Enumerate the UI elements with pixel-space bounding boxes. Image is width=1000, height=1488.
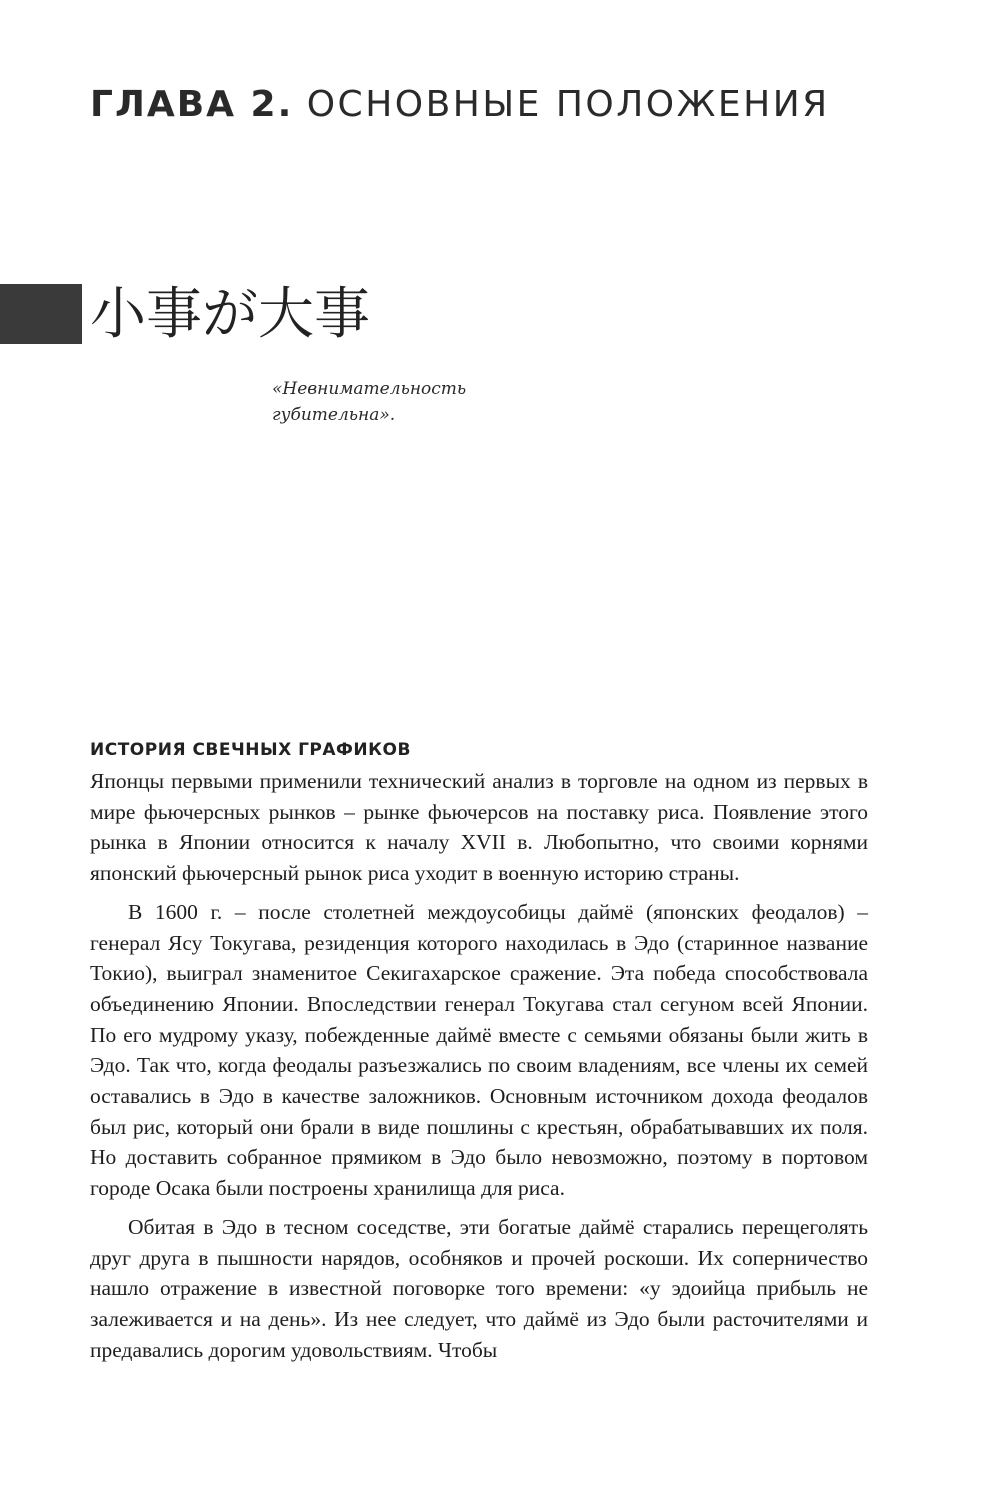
paragraph: В 1600 г. – после столетней междоусобицы даймё (японских феодалов) – генерал Ясу Токугава, резиденция которого находилась в Эдо (старинное название Токио), выиграл знаменитое Секигахарское сражение. Эта победа способствовала объединению Японии. Впоследствии генерал Токугава стал сегуном всей Японии. По его мудрому указу, побежденные даймё вместе с семьями обязаны были жить в Эдо. Так что, когда феодалы разъезжались по своим владениям, все члены их семей оставались в Эдо в качестве заложников. Основным источником дохода феодалов был рис, который они брали в виде пошлины с крестьян, обрабатывавших их поля. Но доставить собранное прямиком в Эдо было невозможно, поэтому в портовом городе Осака были построены хранилища для риса. xyxy=(90,899,868,1201)
paragraph: Японцы первыми применили технический анализ в торговле на одном из первых в мире фьючерсных рынков – рынке фьючерсов на поставку риса. Появление этого рынка в Японии относится к началу XVII в. Любопытно, что своими корнями японский фьючерсный рынок риса уходит в военную историю страны. xyxy=(90,769,868,886)
chapter-label: ГЛАВА 2. xyxy=(90,84,294,125)
chapter-heading xyxy=(90,84,830,125)
paragraph: Обитая в Эдо в тесном соседстве, эти богатые даймё старались перещеголять друг друга в пышности нарядов, особняков и прочей роскоши. Их соперничество нашло отражение в известной поговорке того времени: «у эдоийца прибыль не залеживается и на день». Из нее следует, что даймё из Эдо были расточителями и предавались дорогим удовольствиям. Чтобы xyxy=(90,1214,868,1362)
section-heading: ИСТОРИЯ СВЕЧНЫХ ГРАФИКОВ xyxy=(90,740,411,760)
decorative-side-bar xyxy=(0,284,82,344)
epigraph: «Невнимательность губительна». xyxy=(272,379,467,425)
japanese-title: 小事が大事 xyxy=(90,282,370,347)
chapter-name: ОСНОВНЫЕ ПОЛОЖЕНИЯ xyxy=(306,84,830,125)
body-text xyxy=(90,766,868,1365)
